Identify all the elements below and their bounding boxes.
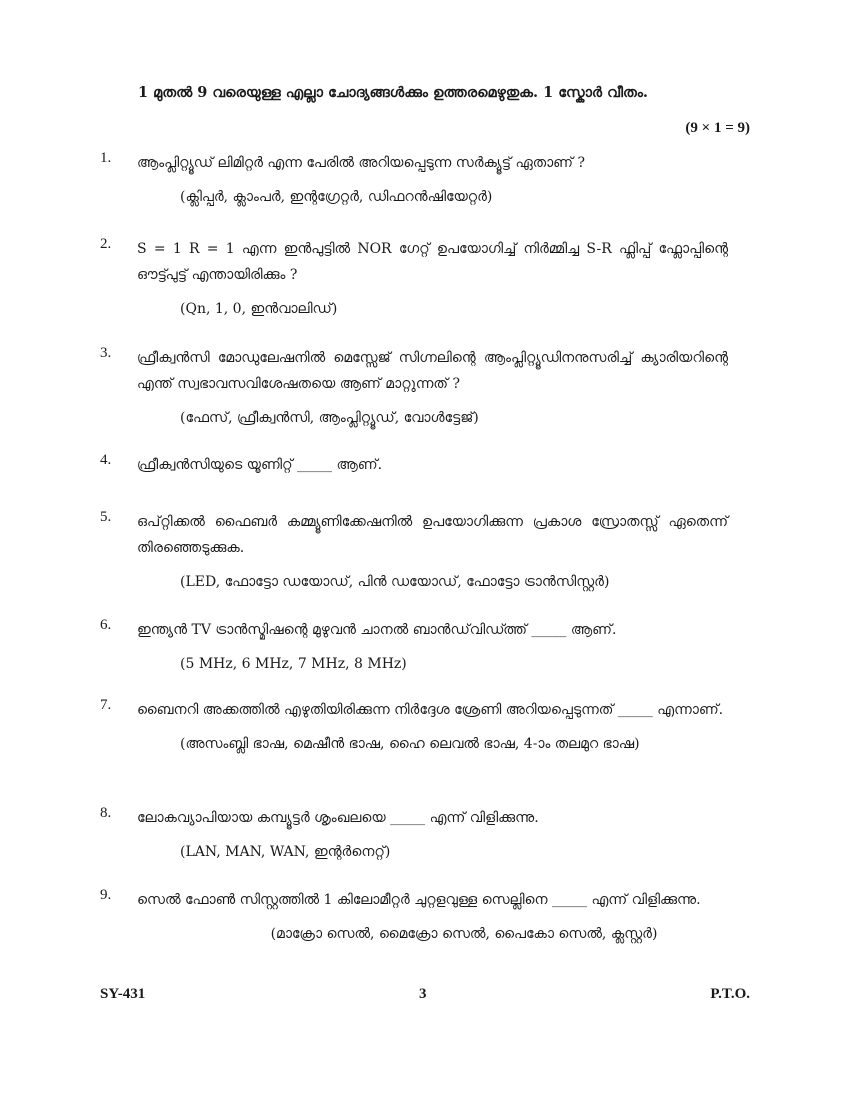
question-options: (Qn, 1, 0, ഇൻവാലിഡ്) <box>180 301 338 317</box>
question-options: (LED, ഫോട്ടോ ഡയോഡ്, പിൻ ഡയോഡ്, ഫോട്ടോ ട്രാൻസിസ്റ്റർ) <box>180 574 610 590</box>
instruction-text: 1 മുതൽ 9 വരെയുള്ള എല്ലാ ചോദ്യങ്ങൾക്കും ഉത്തരമെഴുതുക. 1 സ്കോർ വീതം. <box>138 84 648 101</box>
question-text: സെൽ ഫോൺ സിസ്റ്റത്തിൽ 1 കിലോമീറ്റർ ചുറ്റളവുള്ള സെല്ലിനെ _____ എന്ന് വിളിക്കുന്നു. <box>137 892 701 908</box>
question-8 <box>100 805 728 863</box>
question-number: 4. <box>100 452 112 468</box>
question-2 <box>100 236 728 320</box>
question-options: (ഫേസ്, ഫ്രീക്വൻസി, ആംപ്ലിറ്റ്യൂഡ്, വോൾട്ടേജ്) <box>180 410 479 426</box>
question-number: 9. <box>100 887 112 903</box>
question-options: (മാക്രോ സെൽ, മൈക്രോ സെൽ, പൈകോ സെൽ, ക്ലസ്റ്റർ) <box>270 926 658 942</box>
question-3 <box>100 345 728 429</box>
question-text: ആംപ്ലിറ്റ്യൂഡ് ലിമിറ്റർ എന്ന പേരിൽ അറിയപ്പെടുന്ന സർക്യൂട്ട് ഏതാണ് ? <box>137 155 585 171</box>
question-text: ഫ്രീക്വൻസി മോഡുലേഷനിൽ മെസ്സേജ് സിഗ്നലിന്റെ ആംപ്ലിറ്റ്യൂഡിനനുസരിച്ച് ക്യാരിയറിന്റെ എന്ത് സ്വഭാവസവിശേഷതയെ ആണ് മാറ്റുന്നത് ? <box>137 350 728 392</box>
marks-scheme: (9 × 1 = 9) <box>685 120 750 136</box>
please-turn-over: P.T.O. <box>710 986 750 1002</box>
question-options: (അസംബ്ലി ഭാഷ, മെഷീൻ ഭാഷ, ഹൈ ലെവൽ ഭാഷ, 4-ാം തലമുറ ഭാഷ) <box>180 736 640 752</box>
question-number: 3. <box>100 345 112 361</box>
question-number: 6. <box>100 617 112 633</box>
question-1 <box>100 150 728 208</box>
question-options: (ക്ലിപ്പർ, ക്ലാംപർ, ഇന്റഗ്രേറ്റർ, ഡിഫറൻഷിയേറ്റർ) <box>180 189 493 205</box>
question-text: ലോകവ്യാപിയായ കമ്പ്യൂട്ടർ ശൃംഖലയെ _____ എന്ന് വിളിക്കുന്നു. <box>137 810 539 826</box>
question-7 <box>100 697 728 755</box>
question-number: 2. <box>100 236 112 252</box>
question-number: 5. <box>100 509 112 525</box>
question-text: ഒപ്റ്റിക്കൽ ഫൈബർ കമ്മ്യൂണിക്കേഷനിൽ ഉപയോഗിക്കുന്ന പ്രകാശ സ്രോതസ്സ് ഏതെന്ന് തിരഞ്ഞെടുക്കുക. <box>137 514 728 556</box>
question-4 <box>100 452 728 478</box>
question-text: S = 1 R = 1 എന്ന ഇൻപുട്ടിൽ NOR ഗേറ്റ് ഉപയോഗിച്ച് നിർമ്മിച്ച S-R ഫ്ലിപ്പ് ഫ്ലോപ്പിന്റെ ഔട്ട്പുട്ട് എന്തായിരിക്കും ? <box>137 241 728 283</box>
question-options: (LAN, MAN, WAN, ഇന്റർനെറ്റ്) <box>180 844 391 860</box>
question-number: 8. <box>100 805 112 821</box>
question-number: 7. <box>100 697 112 713</box>
question-5 <box>100 509 728 593</box>
question-6 <box>100 617 728 675</box>
question-number: 1. <box>100 150 112 166</box>
question-9 <box>100 887 728 945</box>
question-text: ബൈനറി അക്കത്തിൽ എഴുതിയിരിക്കുന്ന നിർദ്ദേശ ശ്രേണി അറിയപ്പെടുന്നത് _____ എന്നാണ്. <box>137 702 724 718</box>
paper-code: SY-431 <box>100 986 146 1002</box>
question-options: (5 MHz, 6 MHz, 7 MHz, 8 MHz) <box>180 656 407 672</box>
question-text: ഫ്രീക്വൻസിയുടെ യൂണിറ്റ് _____ ആണ്. <box>137 457 383 473</box>
question-text: ഇന്ത്യൻ TV ട്രാൻസ്മിഷന്റെ മുഴുവൻ ചാനൽ ബാൻഡ്‌വിഡ്ത്ത് _____ ആണ്. <box>137 622 617 638</box>
page-number: 3 <box>419 986 427 1002</box>
